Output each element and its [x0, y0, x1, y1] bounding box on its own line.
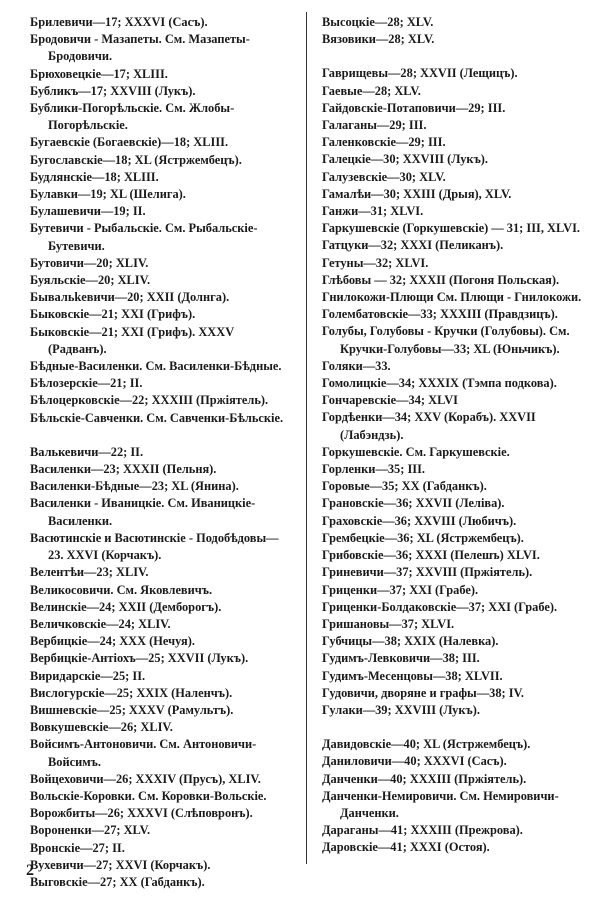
index-entry: Гомолицкіе—34; XXXIX (Тэмпа подкова). — [322, 376, 557, 391]
index-entry: Вороненки—27; XLV. — [30, 823, 151, 838]
index-entry: Голубы, Голубовы - Кручки (Голубовы). См. Кручки-Голубовы—33; XL (Юньчикъ). — [322, 324, 570, 356]
index-entry: Грибовскіе—36; XXXI (Пелешъ) XLVI. — [322, 548, 540, 563]
index-entry: Василенки-Бѣдные—23; XL (Янина). — [30, 479, 239, 494]
index-entry: Данченки-Немировичи. См. Немировичи-Данченки. — [322, 788, 559, 820]
index-entry: Войцеховичи—26; XXXIV (Прусъ), XLIV. — [30, 771, 261, 786]
index-entry: Голембатовскіе—33; XXXIII (Правдзицъ). — [322, 307, 558, 322]
index-entry: Великосовичи. См. Яковлевичъ. — [30, 582, 213, 597]
index-entry: Гордѣенки—34; XXV (Корабъ). XXVII (Лабэндзь). — [322, 410, 536, 442]
index-entry: Гаркушевскіе (Горкушевскіе) — 31; III, XLVI. — [322, 221, 580, 236]
index-entry: Давидовскіе—40; XL (Ястржембецъ). — [322, 737, 531, 752]
index-entry: Губчицы—38; XXIX (Налевка). — [322, 634, 499, 649]
column-divider — [306, 12, 307, 864]
index-entry: Вербицкіе—24; XXX (Нечуя). — [30, 634, 195, 649]
index-entry: Грановскіе—36; XXVII (Леліва). — [322, 496, 505, 511]
index-entry: Дараганы—41; XXXIII (Прежрова). — [322, 823, 523, 838]
index-entry: Гриценки—37; XXI (Грабе). — [322, 582, 479, 597]
index-entry: Булашевичи—19; II. — [30, 204, 146, 219]
index-entry: Глѣбовы — 32; XXXII (Погоня Польская). — [322, 272, 560, 287]
index-entry: Гайдовскіе-Потаповичи—29; III. — [322, 100, 506, 115]
index-entry: Бутевичи - Рыбальскіе. См. Рыбальскіе-Бутевичи. — [30, 221, 258, 253]
index-entry: Горкушевскіе. См. Гаркушевскіе. — [322, 444, 510, 459]
index-entry: Даниловичи—40; XXXVI (Сасъ). — [322, 754, 507, 769]
index-entry: Ганжи—31; XLVI. — [322, 204, 424, 219]
index-entry: Гудовичи, дворяне и графы—38; IV. — [322, 685, 525, 700]
index-entry: Булавки—19; XL (Шелига). — [30, 187, 186, 202]
index-entry: Бѣльскіе-Савченки. См. Савченки-Бѣльскіе. — [30, 410, 284, 425]
index-entry: Виридарскіе—25; II. — [30, 668, 146, 683]
index-entry: Гриневичи—37; XXVIII (Пржіятель). — [322, 565, 533, 580]
index-entry: Бродовичи - Мазапеты. См. Мазапеты-Бродовичи. — [30, 32, 250, 64]
index-entry: Галецкіе—30; XXVIII (Лукъ). — [322, 152, 489, 167]
index-entry: Бугославскіе—18; XL (Ястржембецъ). — [30, 152, 242, 167]
index-entry: Горовые—35; XX (Габданкъ). — [322, 479, 487, 494]
index-entry: Гаврищевы—28; XXVII (Лещицъ). — [322, 66, 518, 81]
index-entry: Галенковскіе—29; III. — [322, 135, 446, 150]
index-entry: Граховскіе—36; XXVIII (Любичъ). — [322, 513, 517, 528]
index-entry: Гулаки—39; XXVIII (Лукъ). — [322, 702, 480, 717]
index-entry: Галаганы—29; III. — [322, 118, 427, 133]
index-entry: Василенки - Иваницкіе. См. Иваницкіе-Василенки. — [30, 496, 256, 528]
index-entry: Бубликъ—17; XXVIII (Лукъ). — [30, 83, 196, 98]
index-entry: Войсимъ-Антоновичи. См. Антоновичи-Войсимъ. — [30, 737, 257, 769]
index-entry: Бутовичи—20; XLIV. — [30, 255, 149, 270]
index-entry: Брюховецкіе—17; XLIII. — [30, 66, 168, 81]
index-entry: Галузевскіе—30; XLV. — [322, 169, 446, 184]
index-entry: Бывальkевичи—20; XXII (Долнгa). — [30, 290, 230, 305]
index-entry: Вовкушевскіе—26; XLIV. — [30, 720, 173, 735]
index-entry: Гнилокожи-Плющи См. Плющи - Гнилокожи. — [322, 290, 582, 305]
index-entry: Выговскіе—27; XX (Габданкъ). — [30, 874, 205, 889]
left-column — [30, 14, 292, 891]
index-entry: Гончаревскіе—34; XLVI — [322, 393, 458, 408]
right-column — [322, 14, 584, 857]
index-entry: Быковскіе—21; XXI (Грифъ). XXXV (Радванъ). — [30, 324, 234, 356]
index-entry: Василенки—23; XXXII (Пельня). — [30, 462, 217, 477]
index-entry: Бугаевскіе (Богаевскіе)—18; XLIII. — [30, 135, 229, 150]
index-entry: Гетуны—32; XLVI. — [322, 255, 429, 270]
index-entry: Гатцуки—32; XXXI (Пеликанъ). — [322, 238, 504, 253]
index-entry: Гамалѣи—30; XXIII (Дрыя), XLV. — [322, 186, 512, 201]
index-entry: Горленки—35; III. — [322, 462, 426, 477]
index-entry: Вольскіе-Коровки. См. Коровки-Вольскіе. — [30, 788, 267, 803]
index-entry: Гудимъ-Месенцовы—38; XLVII. — [322, 668, 503, 683]
index-entry: Валькевичи—22; II. — [30, 444, 144, 459]
index-entry: Гришановы—37; XLVI. — [322, 616, 455, 631]
page-number: 2 — [26, 862, 34, 879]
index-entry: Ворожбиты—26; XXXVI (Слѣповронъ). — [30, 806, 253, 821]
index-entry: Данченки—40; XXXIII (Пржіятель). — [322, 771, 527, 786]
index-entry: Бѣдные-Василенки. См. Василенки-Бѣдные. — [30, 359, 282, 374]
index-entry: Вербицкіе-Антіохъ—25; XXVII (Лукъ). — [30, 651, 249, 666]
index-entry: Даровскіе—41; XXXI (Остоя). — [322, 840, 490, 855]
index-entry: Высоцкіе—28; XLV. — [322, 15, 434, 29]
index-entry: Будлянскіе—18; XLIII. — [30, 169, 159, 184]
index-entry: Гудимъ-Левковичи—38; III. — [322, 651, 480, 666]
index-entry: Гриценки-Болдаковскіе—37; XXI (Грабе). — [322, 599, 558, 614]
index-entry: Голяки—33. — [322, 358, 391, 373]
index-entry: Велентѣи—23; XLIV. — [30, 565, 149, 580]
index-entry: Вишневскіе—25; XXXV (Рамультъ). — [30, 702, 234, 717]
index-entry: Быковскіе—21; XXI (Грифъ). — [30, 307, 196, 322]
index-entry: Брилевичи—17; XXXVI (Сасъ). — [30, 15, 208, 29]
index-entry: Буяльскіе—20; XLIV. — [30, 273, 151, 288]
index-entry: Велинскіе—24; XXII (Демборогъ). — [30, 599, 222, 614]
index-entry: Вронскіе—27; II. — [30, 840, 125, 855]
index-entry: Бѣлозерскіе—21; II. — [30, 376, 143, 391]
index-entry: Вухевичи—27; XXVI (Корчакъ). — [30, 857, 211, 872]
index-entry: Величковскіе—24; XLIV. — [30, 616, 171, 631]
index-entry: Грембецкіе—36; XL (Ястржембецъ). — [322, 530, 524, 545]
index-entry: Васютинскіе и Васютинскіе - Подобѣдовы—23. XXVI (Корчакъ). — [30, 530, 279, 563]
index-entry: Вислогурскіе—25; XXIX (Наленчъ). — [30, 685, 233, 700]
index-entry: Вязовики—28; XLV. — [322, 32, 435, 47]
index-entry: Гаевые—28; XLV. — [322, 83, 421, 98]
index-entry: Бублики-Погорѣльскіе. См. Жлобы-Погорѣльскіе. — [30, 101, 235, 133]
index-entry: Бѣлоцерковскіе—22; XXXIII (Пржіятель). — [30, 393, 269, 408]
